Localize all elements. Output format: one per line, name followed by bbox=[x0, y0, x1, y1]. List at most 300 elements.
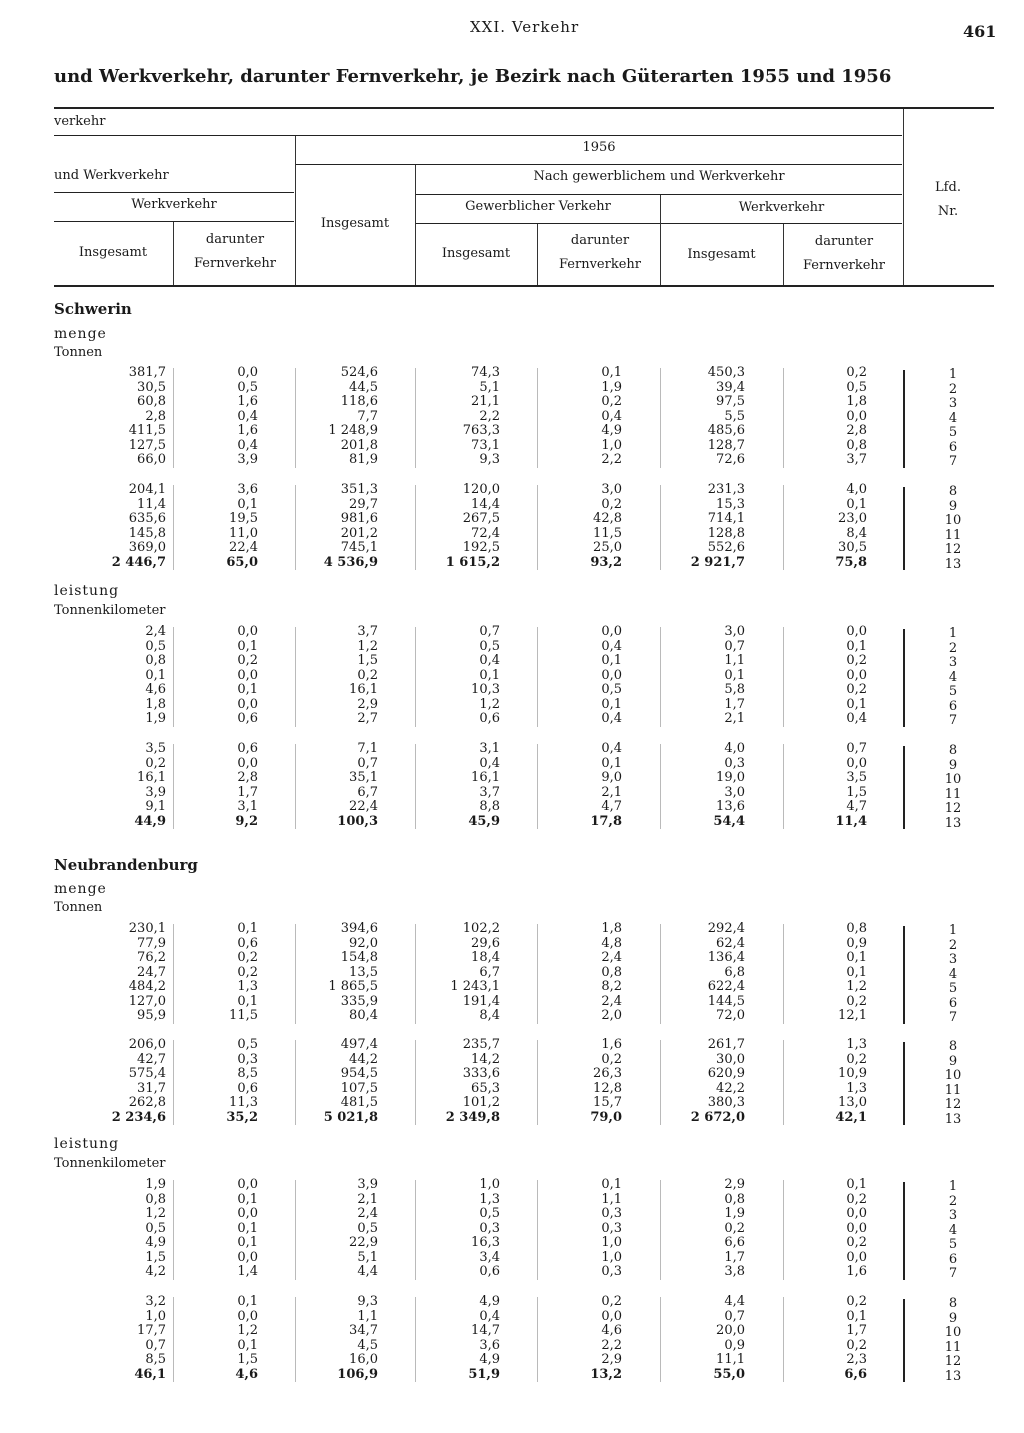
column-tick bbox=[295, 368, 296, 468]
table-cell: 44,2 bbox=[349, 1051, 378, 1067]
table-cell: 0,7 bbox=[724, 638, 745, 654]
table-cell: 292,4 bbox=[707, 921, 745, 936]
table-cell: 42,7 bbox=[137, 1051, 166, 1067]
column-tick bbox=[660, 1180, 661, 1280]
table-cell: 0,1 bbox=[237, 638, 258, 654]
table-top-rule bbox=[54, 107, 994, 109]
table-cell: 1,7 bbox=[846, 1323, 867, 1338]
column-tick bbox=[660, 744, 661, 829]
table-cell: 2,0 bbox=[601, 1008, 622, 1023]
table-cell: 46,1 bbox=[134, 1366, 166, 1382]
table-cell: 9,0 bbox=[601, 770, 622, 785]
header-insgesamt-1955: Insgesamt bbox=[78, 245, 148, 260]
table-cell: 4,2 bbox=[145, 1264, 166, 1279]
table-cell: 4,7 bbox=[601, 799, 622, 814]
column-tick bbox=[415, 1297, 416, 1382]
table-cell: 1,6 bbox=[237, 423, 258, 438]
table-cell: 76,2 bbox=[137, 950, 166, 965]
table-cell: 3,4 bbox=[479, 1249, 500, 1265]
lfd-nr-cell: 1 bbox=[948, 1179, 958, 1194]
table-cell: 13,0 bbox=[838, 1095, 867, 1110]
table-cell: 10,9 bbox=[838, 1066, 867, 1081]
table-cell: 0,1 bbox=[846, 950, 867, 965]
lfd-nr-cell: 10 bbox=[944, 1068, 962, 1083]
table-cell: 77,9 bbox=[137, 935, 166, 951]
table-cell: 0,4 bbox=[601, 638, 622, 654]
table-cell: 30,5 bbox=[838, 540, 867, 555]
table-cell: 3,9 bbox=[145, 784, 166, 800]
table-cell: 3,6 bbox=[479, 1337, 500, 1353]
table-cell: 3,9 bbox=[357, 1177, 378, 1192]
lfd-nr-cell: 11 bbox=[944, 786, 962, 802]
table-cell: 267,5 bbox=[462, 511, 500, 526]
lfd-nr-cell: 2 bbox=[948, 381, 958, 397]
table-cell: 380,3 bbox=[707, 1095, 745, 1110]
lfd-divider bbox=[903, 746, 905, 829]
column-tick bbox=[537, 1297, 538, 1382]
table-cell: 8,4 bbox=[846, 525, 867, 541]
column-tick bbox=[173, 1040, 174, 1125]
table-cell: 14,2 bbox=[471, 1051, 500, 1067]
table-cell: 127,0 bbox=[128, 993, 166, 1009]
table-cell: 0,0 bbox=[237, 1177, 258, 1192]
header-year-1956: 1956 bbox=[582, 140, 616, 155]
table-cell: 0,2 bbox=[846, 993, 867, 1009]
header-divider bbox=[173, 222, 174, 285]
table-cell: 100,3 bbox=[337, 813, 378, 829]
table-cell: 0,2 bbox=[601, 1294, 622, 1309]
lfd-divider bbox=[903, 1042, 905, 1125]
lfd-nr-cell: 3 bbox=[948, 655, 958, 670]
table-cell: 0,1 bbox=[479, 667, 500, 683]
lfd-nr-cell: 11 bbox=[944, 527, 962, 543]
table-cell: 235,7 bbox=[462, 1037, 500, 1052]
table-cell: 0,2 bbox=[724, 1220, 745, 1236]
table-cell: 0,0 bbox=[237, 755, 258, 771]
table-cell: 0,8 bbox=[846, 437, 867, 453]
table-cell: 8,4 bbox=[479, 1008, 500, 1023]
block-unit: Tonnen bbox=[54, 345, 103, 360]
table-cell: 3,0 bbox=[724, 624, 745, 639]
column-tick bbox=[537, 368, 538, 468]
table-cell: 4,7 bbox=[846, 799, 867, 814]
table-cell: 0,1 bbox=[601, 365, 622, 380]
column-tick bbox=[660, 368, 661, 468]
header-und-werkverkehr: und Werkverkehr bbox=[54, 168, 169, 183]
table-cell: 1,7 bbox=[724, 1249, 745, 1265]
table-cell: 2,9 bbox=[601, 1352, 622, 1367]
table-cell: 485,6 bbox=[707, 423, 745, 438]
table-cell: 1,6 bbox=[846, 1264, 867, 1279]
table-cell: 5,5 bbox=[724, 408, 745, 424]
table-cell: 201,2 bbox=[340, 525, 378, 541]
table-cell: 72,4 bbox=[471, 525, 500, 541]
table-cell: 16,3 bbox=[471, 1235, 500, 1250]
table-cell: 1,3 bbox=[479, 1191, 500, 1207]
table-cell: 0,1 bbox=[601, 653, 622, 668]
table-cell: 0,6 bbox=[479, 1264, 500, 1279]
lfd-divider bbox=[903, 370, 905, 468]
table-cell: 30,5 bbox=[137, 379, 166, 395]
table-cell: 0,1 bbox=[601, 1177, 622, 1192]
table-cell: 381,7 bbox=[128, 365, 166, 380]
lfd-nr-cell: 3 bbox=[948, 952, 958, 967]
table-cell: 0,6 bbox=[479, 711, 500, 726]
lfd-nr-cell: 8 bbox=[948, 1296, 958, 1311]
table-cell: 0,3 bbox=[601, 1206, 622, 1221]
table-cell: 62,4 bbox=[716, 935, 745, 951]
table-cell: 35,2 bbox=[226, 1109, 258, 1125]
lfd-nr-cell: 1 bbox=[948, 626, 958, 641]
table-cell: 2 349,8 bbox=[445, 1109, 500, 1125]
lfd-nr-cell: 5 bbox=[948, 684, 958, 699]
table-cell: 231,3 bbox=[707, 482, 745, 497]
table-cell: 92,0 bbox=[349, 935, 378, 951]
table-cell: 65,3 bbox=[471, 1080, 500, 1096]
table-cell: 0,0 bbox=[237, 1206, 258, 1221]
table-cell: 9,2 bbox=[235, 813, 258, 829]
column-tick bbox=[173, 627, 174, 727]
table-cell: 136,4 bbox=[707, 950, 745, 965]
column-tick bbox=[295, 1297, 296, 1382]
lfd-nr-cell: 4 bbox=[948, 966, 958, 982]
table-cell: 0,4 bbox=[601, 741, 622, 756]
table-cell: 2,8 bbox=[846, 423, 867, 438]
table-cell: 0,1 bbox=[237, 921, 258, 936]
table-cell: 20,0 bbox=[716, 1323, 745, 1338]
table-cell: 0,0 bbox=[237, 365, 258, 380]
header-gewerblicher-verkehr: Gewerblicher Verkehr bbox=[465, 199, 611, 214]
table-cell: 4,9 bbox=[145, 1235, 166, 1250]
table-cell: 1,5 bbox=[145, 1249, 166, 1265]
column-tick bbox=[537, 1040, 538, 1125]
column-tick bbox=[295, 744, 296, 829]
column-tick bbox=[173, 1297, 174, 1382]
column-tick bbox=[295, 1180, 296, 1280]
table-cell: 21,1 bbox=[471, 394, 500, 409]
table-cell: 8,5 bbox=[237, 1066, 258, 1081]
table-cell: 0,8 bbox=[724, 1191, 745, 1207]
table-cell: 0,4 bbox=[846, 711, 867, 726]
page-title: und Werkverkehr, darunter Fernverkehr, je Bezirk nach Güterarten 1955 und 1956 bbox=[54, 66, 892, 87]
table-cell: 30,0 bbox=[716, 1051, 745, 1067]
block-unit: Tonnenkilometer bbox=[54, 1156, 166, 1171]
table-cell: 2,1 bbox=[724, 711, 745, 726]
table-cell: 8,8 bbox=[479, 799, 500, 814]
column-tick bbox=[295, 485, 296, 570]
table-cell: 54,4 bbox=[713, 813, 745, 829]
table-cell: 6,6 bbox=[724, 1235, 745, 1250]
table-cell: 981,6 bbox=[340, 511, 378, 526]
table-cell: 1,2 bbox=[237, 1323, 258, 1338]
table-cell: 7,7 bbox=[357, 408, 378, 424]
table-cell: 1,3 bbox=[237, 979, 258, 994]
table-cell: 3,6 bbox=[237, 482, 258, 497]
table-cell: 335,9 bbox=[340, 993, 378, 1009]
column-tick bbox=[415, 1180, 416, 1280]
table-cell: 763,3 bbox=[462, 423, 500, 438]
table-cell: 11,1 bbox=[716, 1352, 745, 1367]
header-divider bbox=[903, 109, 904, 285]
table-cell: 34,7 bbox=[349, 1323, 378, 1338]
lfd-nr-cell: 8 bbox=[948, 743, 958, 758]
lfd-nr-cell: 6 bbox=[948, 439, 958, 455]
table-cell: 29,7 bbox=[349, 496, 378, 512]
table-cell: 4,6 bbox=[601, 1323, 622, 1338]
table-cell: 394,6 bbox=[340, 921, 378, 936]
table-cell: 4,9 bbox=[479, 1294, 500, 1309]
table-cell: 0,6 bbox=[237, 741, 258, 756]
table-cell: 0,0 bbox=[846, 624, 867, 639]
table-cell: 93,2 bbox=[590, 554, 622, 570]
table-cell: 31,7 bbox=[137, 1080, 166, 1096]
table-cell: 1 865,5 bbox=[328, 979, 378, 994]
table-cell: 0,7 bbox=[357, 755, 378, 771]
table-cell: 954,5 bbox=[340, 1066, 378, 1081]
table-header-bottom-rule bbox=[54, 285, 994, 287]
table-cell: 0,0 bbox=[846, 1249, 867, 1265]
table-cell: 1,5 bbox=[237, 1352, 258, 1367]
table-cell: 16,1 bbox=[137, 770, 166, 785]
table-cell: 2,7 bbox=[357, 711, 378, 726]
table-cell: 0,2 bbox=[237, 964, 258, 980]
table-cell: 620,9 bbox=[707, 1066, 745, 1081]
lfd-nr-cell: 11 bbox=[944, 1082, 962, 1098]
table-cell: 0,1 bbox=[601, 696, 622, 712]
header-darunter-fernverkehr-1955: darunter Fernverkehr bbox=[194, 232, 276, 271]
table-cell: 23,0 bbox=[838, 511, 867, 526]
table-cell: 1,2 bbox=[145, 1206, 166, 1221]
header-lfd-nr: Lfd. Nr. bbox=[935, 180, 961, 219]
table-cell: 4,5 bbox=[357, 1337, 378, 1353]
table-cell: 0,8 bbox=[846, 921, 867, 936]
table-cell: 201,8 bbox=[340, 437, 378, 453]
table-cell: 97,5 bbox=[716, 394, 745, 409]
table-cell: 3,8 bbox=[724, 1264, 745, 1279]
table-cell: 1,2 bbox=[357, 638, 378, 654]
table-cell: 6,6 bbox=[844, 1366, 867, 1382]
table-cell: 51,9 bbox=[468, 1366, 500, 1382]
table-cell: 42,2 bbox=[716, 1080, 745, 1096]
region-heading-neubrandenburg: Neubrandenburg bbox=[54, 856, 198, 874]
table-cell: 2,4 bbox=[601, 993, 622, 1009]
table-cell: 1,2 bbox=[846, 979, 867, 994]
table-cell: 15,3 bbox=[716, 496, 745, 512]
table-cell: 0,3 bbox=[601, 1264, 622, 1279]
table-cell: 0,1 bbox=[846, 496, 867, 512]
lfd-nr-cell: 3 bbox=[948, 396, 958, 411]
table-cell: 4,8 bbox=[601, 935, 622, 951]
table-cell: 14,4 bbox=[471, 496, 500, 512]
lfd-nr-cell: 2 bbox=[948, 937, 958, 953]
table-cell: 0,5 bbox=[479, 1206, 500, 1221]
table-cell: 0,9 bbox=[724, 1337, 745, 1353]
table-cell: 0,0 bbox=[237, 696, 258, 712]
table-cell: 3,7 bbox=[357, 624, 378, 639]
running-header: XXI. Verkehr bbox=[470, 18, 580, 36]
lfd-nr-cell: 1 bbox=[948, 367, 958, 382]
table-cell: 3,1 bbox=[237, 799, 258, 814]
region-heading-schwerin: Schwerin bbox=[54, 300, 132, 318]
table-cell: 3,1 bbox=[479, 741, 500, 756]
table-cell: 1,0 bbox=[601, 1249, 622, 1265]
table-cell: 22,9 bbox=[349, 1235, 378, 1250]
table-cell: 0,7 bbox=[724, 1308, 745, 1324]
table-cell: 9,1 bbox=[145, 799, 166, 814]
table-cell: 4 536,9 bbox=[323, 554, 378, 570]
table-cell: 2,4 bbox=[145, 624, 166, 639]
header-werkverkehr-1956: Werkverkehr bbox=[738, 200, 825, 215]
lfd-nr-cell: 12 bbox=[944, 1354, 962, 1369]
lfd-nr-cell: 6 bbox=[948, 698, 958, 714]
table-cell: 0,9 bbox=[846, 935, 867, 951]
table-cell: 8,2 bbox=[601, 979, 622, 994]
table-cell: 0,1 bbox=[237, 1294, 258, 1309]
table-cell: 9,3 bbox=[357, 1294, 378, 1309]
table-cell: 1,0 bbox=[601, 437, 622, 453]
header-gv-insgesamt: Insgesamt bbox=[441, 246, 511, 261]
lfd-nr-cell: 3 bbox=[948, 1208, 958, 1223]
table-cell: 4,4 bbox=[357, 1264, 378, 1279]
table-cell: 4,9 bbox=[601, 423, 622, 438]
table-cell: 19,0 bbox=[716, 770, 745, 785]
table-cell: 2,3 bbox=[846, 1352, 867, 1367]
table-cell: 0,2 bbox=[145, 755, 166, 771]
table-cell: 16,1 bbox=[349, 682, 378, 697]
table-cell: 0,0 bbox=[601, 1308, 622, 1324]
table-cell: 24,7 bbox=[137, 964, 166, 980]
table-cell: 75,8 bbox=[835, 554, 867, 570]
block-label: leistung bbox=[54, 1136, 120, 1152]
lfd-nr-cell: 7 bbox=[948, 1010, 958, 1025]
table-cell: 0,4 bbox=[601, 408, 622, 424]
table-cell: 118,6 bbox=[340, 394, 378, 409]
column-tick bbox=[783, 744, 784, 829]
column-tick bbox=[660, 1297, 661, 1382]
lfd-nr-cell: 9 bbox=[948, 757, 958, 773]
header-verkehr: verkehr bbox=[54, 114, 106, 129]
table-cell: 0,0 bbox=[237, 624, 258, 639]
table-cell: 0,1 bbox=[237, 496, 258, 512]
table-cell: 0,5 bbox=[145, 638, 166, 654]
table-cell: 1,8 bbox=[846, 394, 867, 409]
table-cell: 7,1 bbox=[357, 741, 378, 756]
block-label: leistung bbox=[54, 583, 120, 599]
table-cell: 2,2 bbox=[479, 408, 500, 424]
table-cell: 2 672,0 bbox=[690, 1109, 745, 1125]
table-cell: 1,2 bbox=[479, 696, 500, 712]
table-cell: 5,8 bbox=[724, 682, 745, 697]
lfd-divider bbox=[903, 1182, 905, 1280]
table-cell: 369,0 bbox=[128, 540, 166, 555]
table-cell: 484,2 bbox=[128, 979, 166, 994]
table-cell: 1 243,1 bbox=[450, 979, 500, 994]
table-cell: 127,5 bbox=[128, 437, 166, 453]
table-cell: 1,9 bbox=[724, 1206, 745, 1221]
lfd-nr-cell: 9 bbox=[948, 1053, 958, 1069]
table-cell: 154,8 bbox=[340, 950, 378, 965]
table-cell: 9,3 bbox=[479, 452, 500, 467]
table-cell: 4,0 bbox=[724, 741, 745, 756]
block-label: menge bbox=[54, 881, 107, 897]
table-cell: 5,1 bbox=[357, 1249, 378, 1265]
lfd-nr-cell: 12 bbox=[944, 1097, 962, 1112]
table-cell: 411,5 bbox=[128, 423, 166, 438]
table-cell: 45,9 bbox=[468, 813, 500, 829]
table-cell: 0,1 bbox=[846, 638, 867, 654]
table-cell: 4,4 bbox=[724, 1294, 745, 1309]
table-cell: 4,9 bbox=[479, 1352, 500, 1367]
table-cell: 1,9 bbox=[601, 379, 622, 395]
lfd-nr-cell: 6 bbox=[948, 1251, 958, 1267]
table-cell: 0,3 bbox=[479, 1220, 500, 1236]
table-cell: 60,8 bbox=[137, 394, 166, 409]
table-cell: 0,0 bbox=[237, 1249, 258, 1265]
table-cell: 0,4 bbox=[479, 1308, 500, 1324]
table-cell: 0,1 bbox=[724, 667, 745, 683]
table-cell: 66,0 bbox=[137, 452, 166, 467]
table-cell: 16,1 bbox=[471, 770, 500, 785]
table-cell: 0,0 bbox=[846, 667, 867, 683]
column-tick bbox=[415, 744, 416, 829]
table-cell: 0,6 bbox=[237, 711, 258, 726]
table-cell: 106,9 bbox=[337, 1366, 378, 1382]
lfd-nr-cell: 11 bbox=[944, 1339, 962, 1355]
table-cell: 0,2 bbox=[237, 653, 258, 668]
table-cell: 0,1 bbox=[237, 993, 258, 1009]
table-cell: 0,5 bbox=[237, 379, 258, 395]
table-cell: 44,9 bbox=[134, 813, 166, 829]
table-cell: 0,2 bbox=[601, 496, 622, 512]
table-cell: 0,2 bbox=[601, 1051, 622, 1067]
column-tick bbox=[415, 368, 416, 468]
column-tick bbox=[783, 627, 784, 727]
lfd-nr-cell: 13 bbox=[944, 1111, 962, 1127]
table-cell: 18,4 bbox=[471, 950, 500, 965]
lfd-nr-cell: 12 bbox=[944, 801, 962, 816]
table-cell: 95,9 bbox=[137, 1008, 166, 1023]
column-tick bbox=[783, 1180, 784, 1280]
table-cell: 3,0 bbox=[601, 482, 622, 497]
table-cell: 80,4 bbox=[349, 1008, 378, 1023]
table-cell: 3,5 bbox=[145, 741, 166, 756]
table-cell: 120,0 bbox=[462, 482, 500, 497]
table-cell: 497,4 bbox=[340, 1037, 378, 1052]
table-cell: 1,3 bbox=[846, 1037, 867, 1052]
lfd-nr-cell: 10 bbox=[944, 513, 962, 528]
table-cell: 102,2 bbox=[462, 921, 500, 936]
table-cell: 39,4 bbox=[716, 379, 745, 395]
column-tick bbox=[415, 1040, 416, 1125]
table-cell: 11,5 bbox=[593, 525, 622, 541]
table-cell: 635,6 bbox=[128, 511, 166, 526]
lfd-nr-cell: 6 bbox=[948, 995, 958, 1011]
table-cell: 1,6 bbox=[237, 394, 258, 409]
table-cell: 15,7 bbox=[593, 1095, 622, 1110]
table-cell: 3,9 bbox=[237, 452, 258, 467]
table-cell: 0,2 bbox=[846, 682, 867, 697]
table-cell: 4,0 bbox=[846, 482, 867, 497]
table-cell: 552,6 bbox=[707, 540, 745, 555]
table-cell: 481,5 bbox=[340, 1095, 378, 1110]
table-cell: 0,2 bbox=[846, 1235, 867, 1250]
table-cell: 0,0 bbox=[846, 1220, 867, 1236]
table-cell: 0,3 bbox=[724, 755, 745, 771]
table-cell: 0,1 bbox=[237, 1191, 258, 1207]
table-cell: 72,0 bbox=[716, 1008, 745, 1023]
table-cell: 81,9 bbox=[349, 452, 378, 467]
lfd-nr-cell: 8 bbox=[948, 1039, 958, 1054]
